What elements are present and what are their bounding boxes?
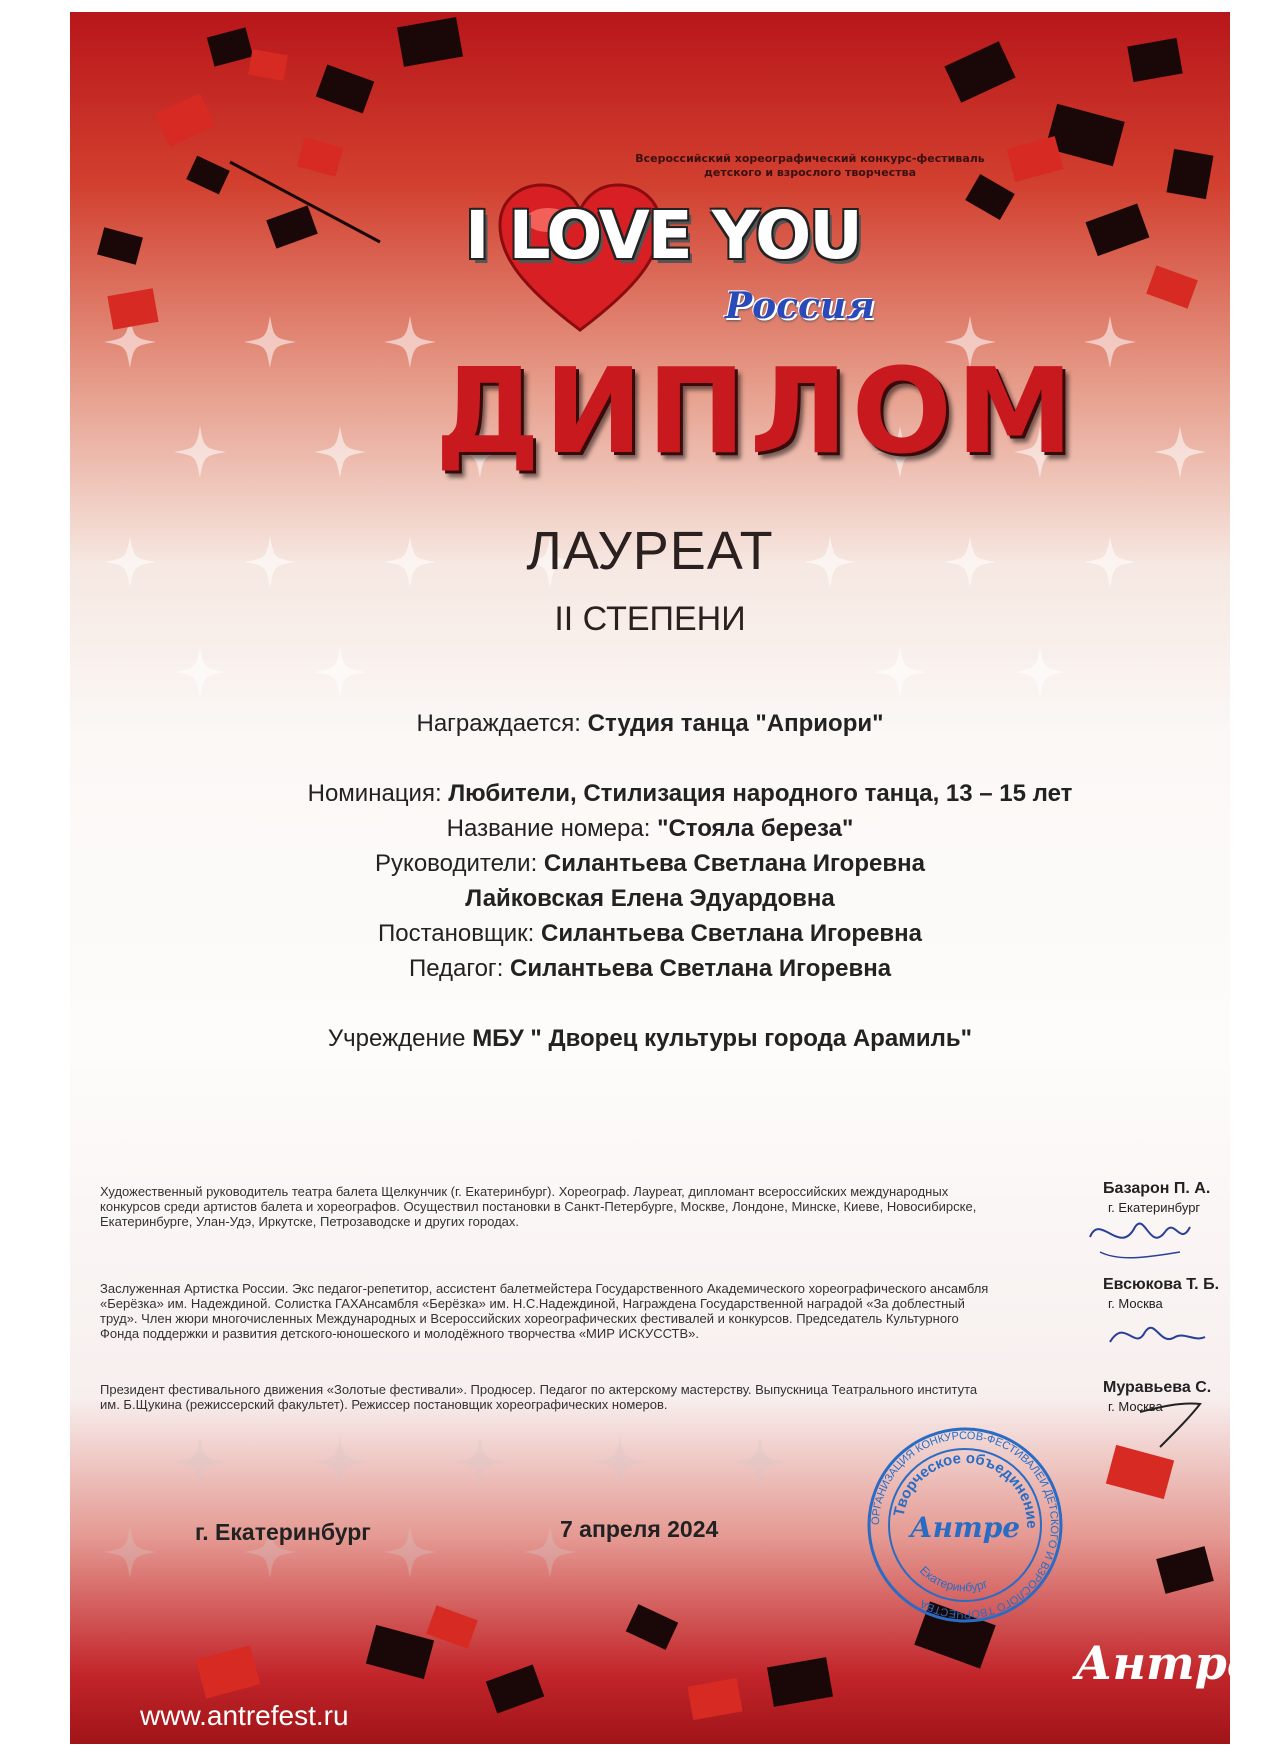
institution-label: Учреждение	[327, 1025, 466, 1052]
stamp-inner-text: Творческое объединение	[890, 1449, 1041, 1529]
footer-city: г. Екатеринбург	[195, 1519, 371, 1545]
stamp-icon	[865, 1425, 1065, 1625]
brand-logo: Антре	[1075, 1636, 1257, 1690]
teacher-label: Педагог:	[408, 955, 504, 982]
organizer-line-2: детского и взрослого творчества	[703, 166, 917, 179]
website-link[interactable]: www.antrefest.ru	[140, 1700, 349, 1731]
leader-2: Лайковская Елена Эдуардовна	[465, 885, 835, 912]
jury-member-1	[100, 1184, 1160, 1229]
nomination-value: Любители, Стилизация народного танца, 13 – 15 лет	[448, 780, 1073, 807]
number-label: Название номера:	[446, 815, 651, 842]
teacher-line	[70, 955, 1230, 983]
leader-1: Силантьева Светлана Игоревна	[543, 850, 925, 877]
jury-2-description: Заслуженная Артистка России. Экс педагог-репетитор, ассистент балетмейстера Государственного Академического хореографического ансамбля «Берёзка» им. Надеждиной. Солистка ГАХАнсамбля «Берёзка» им. Н.С.Надеждиной, Награждена Государственной наградой «За доблестный труд». Член жюри многочисленных Международных и Всероссийских хореографических фестивалей и конкурсов. Председатель Культурного Фонда поддержки и развития детского-юношеского и молодёжного творчества «МИР ИСКУССТВ».	[100, 1281, 989, 1341]
leaders-line	[70, 850, 1230, 878]
choreographer-label: Постановщик:	[377, 920, 535, 947]
organizer-line-1: Всероссийский хореографический конкурс-фестиваль	[635, 152, 985, 165]
number-line	[70, 815, 1230, 843]
jury-3-city: г. Москва	[1108, 1399, 1163, 1414]
number-value: "Стояла береза"	[657, 815, 854, 842]
stamp-bottom-text: Екатеринбург	[916, 1563, 990, 1595]
institution-value: МБУ " Дворец культуры города Арамиль"	[472, 1025, 973, 1052]
awarded-line	[70, 710, 1230, 738]
svg-text:Екатеринбург	[917, 1563, 990, 1594]
logo-main-text: I LOVE YOU	[465, 197, 861, 274]
organizer-caption	[630, 152, 990, 180]
diploma-page	[70, 12, 1257, 1744]
jury-member-3	[100, 1382, 1160, 1412]
jury-member-2	[100, 1281, 1160, 1341]
jury-1-description: Художественный руководитель театра балета Щелкунчик (г. Екатеринбург). Хореограф. Лауреат, дипломант всероссийских международных конкурсов среди артистов балета и хореографов. Осуществил постановки в Санкт-Петербурге, Москве, Лондоне, Минске, Киеве, Новосибирске, Екатеринбурге, Улан-Удэ, Иркутске, Петрозаводске и других городах.	[100, 1184, 977, 1229]
nomination-label: Номинация:	[307, 780, 442, 807]
signature-2-icon	[1100, 1307, 1210, 1357]
leader-2-line	[70, 885, 1230, 913]
signature-3-icon	[1130, 1392, 1210, 1452]
signature-1-icon	[1080, 1207, 1200, 1267]
diploma-title: ДИПЛОМ	[435, 342, 1078, 480]
logo-sub-text: Россия	[725, 285, 875, 327]
stamp-center-text: Антре	[909, 1511, 1021, 1544]
jury-2-name: Евсюкова Т. Б.	[1103, 1276, 1220, 1293]
choreographer-value: Силантьева Светлана Игоревна	[540, 920, 923, 947]
leaders-label: Руководители:	[375, 850, 538, 877]
teacher-value: Силантьева Светлана Игоревна	[510, 955, 892, 982]
jury-3-name: Муравьева С.	[1103, 1379, 1212, 1396]
jury-2-city: г. Москва	[1108, 1296, 1163, 1311]
stamp-outer-text: ОРГАНИЗАЦИЯ КОНКУРСОВ-ФЕСТИВАЛЕЙ ДЕТСКОГО И ВЗРОСЛОГО ТВОРЧЕСТВА	[869, 1429, 1061, 1621]
rank-title: ЛАУРЕАТ	[526, 521, 774, 581]
nomination-line	[110, 780, 1270, 808]
institution-line	[70, 1025, 1230, 1053]
footer-date: 7 апреля 2024	[560, 1516, 719, 1542]
awarded-label: Награждается:	[416, 710, 581, 737]
festival-logo	[465, 177, 955, 367]
choreographer-line	[70, 920, 1230, 948]
jury-3-description: Президент фестивального движения «Золотые фестивали». Продюсер. Педагог по актерскому мастерству. Выпускница Театрального института им. Б.Щукина (режиссерский факультет). Режиссер постановщик хореографических номеров.	[100, 1382, 978, 1412]
degree-title: II СТЕПЕНИ	[554, 600, 746, 638]
awarded-value: Студия танца "Априори"	[587, 710, 884, 737]
jury-1-city: г. Екатеринбург	[1108, 1200, 1201, 1215]
jury-1-name: Базарон П. А.	[1103, 1180, 1211, 1197]
